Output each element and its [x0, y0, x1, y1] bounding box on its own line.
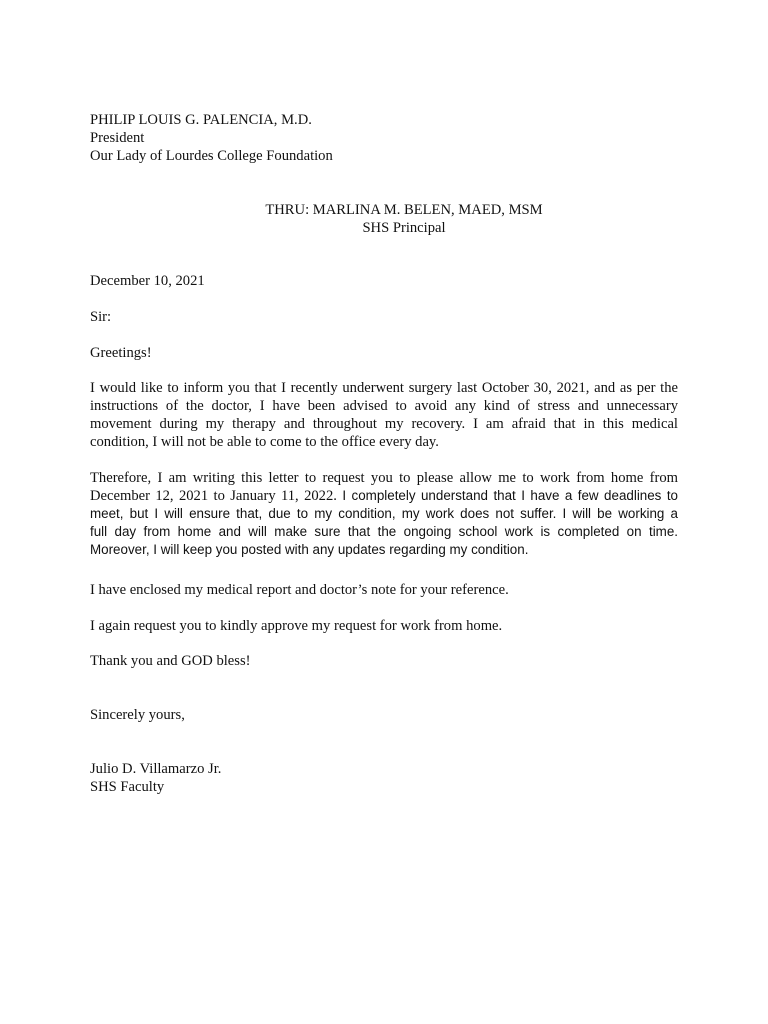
sender-name: Julio D. Villamarzo Jr. [90, 761, 222, 777]
paragraph-surgery [90, 379, 678, 451]
approval-request: I again request you to kindly approve my request for work from home. [90, 618, 503, 634]
paragraph-line: I would like to inform you that I recently underwent surgery last October 30, 2021, and as per the [90, 380, 678, 396]
paragraph-line: movement during my therapy and throughout my recovery. I am afraid that in this medical [90, 416, 678, 432]
recipient-organization: Our Lady of Lourdes College Foundation [90, 148, 333, 164]
paragraph-segment-serif: December 12, 2021 to January 11, 2022. [90, 488, 337, 504]
paragraph-line: Moreover, I will keep you posted with any updates regarding my condition. [90, 542, 529, 557]
paragraph-line-mixed [90, 487, 678, 505]
letter-date: December 10, 2021 [90, 273, 205, 289]
enclosure-note: I have enclosed my medical report and doctor’s note for your reference. [90, 582, 509, 598]
greeting: Greetings! [90, 345, 152, 361]
closing: Sincerely yours, [90, 707, 185, 723]
paragraph-line: meet, but I will ensure that, due to my condition, my work does not suffer. I will be working a [90, 506, 678, 521]
thru-title: SHS Principal [362, 220, 446, 236]
salutation: Sir: [90, 309, 112, 325]
paragraph-line: Therefore, I am writing this letter to request you to please allow me to work from home from [90, 470, 678, 486]
paragraph-request [90, 469, 678, 559]
thru-line: THRU: MARLINA M. BELEN, MAED, MSM [265, 202, 543, 218]
paragraph-line: full day from home and will make sure that the ongoing school work is completed on time. [90, 524, 678, 539]
paragraph-line: instructions of the doctor, I have been advised to avoid any kind of stress and unnecessary [90, 398, 678, 414]
recipient-name: PHILIP LOUIS G. PALENCIA, M.D. [90, 112, 312, 128]
recipient-title: President [90, 130, 145, 146]
thanks-line: Thank you and GOD bless! [90, 653, 251, 669]
paragraph-segment-sans: I completely understand that I have a few deadlines to [336, 488, 678, 503]
paragraph-line: condition, I will not be able to come to the office every day. [90, 434, 439, 450]
sender-title: SHS Faculty [90, 779, 165, 795]
